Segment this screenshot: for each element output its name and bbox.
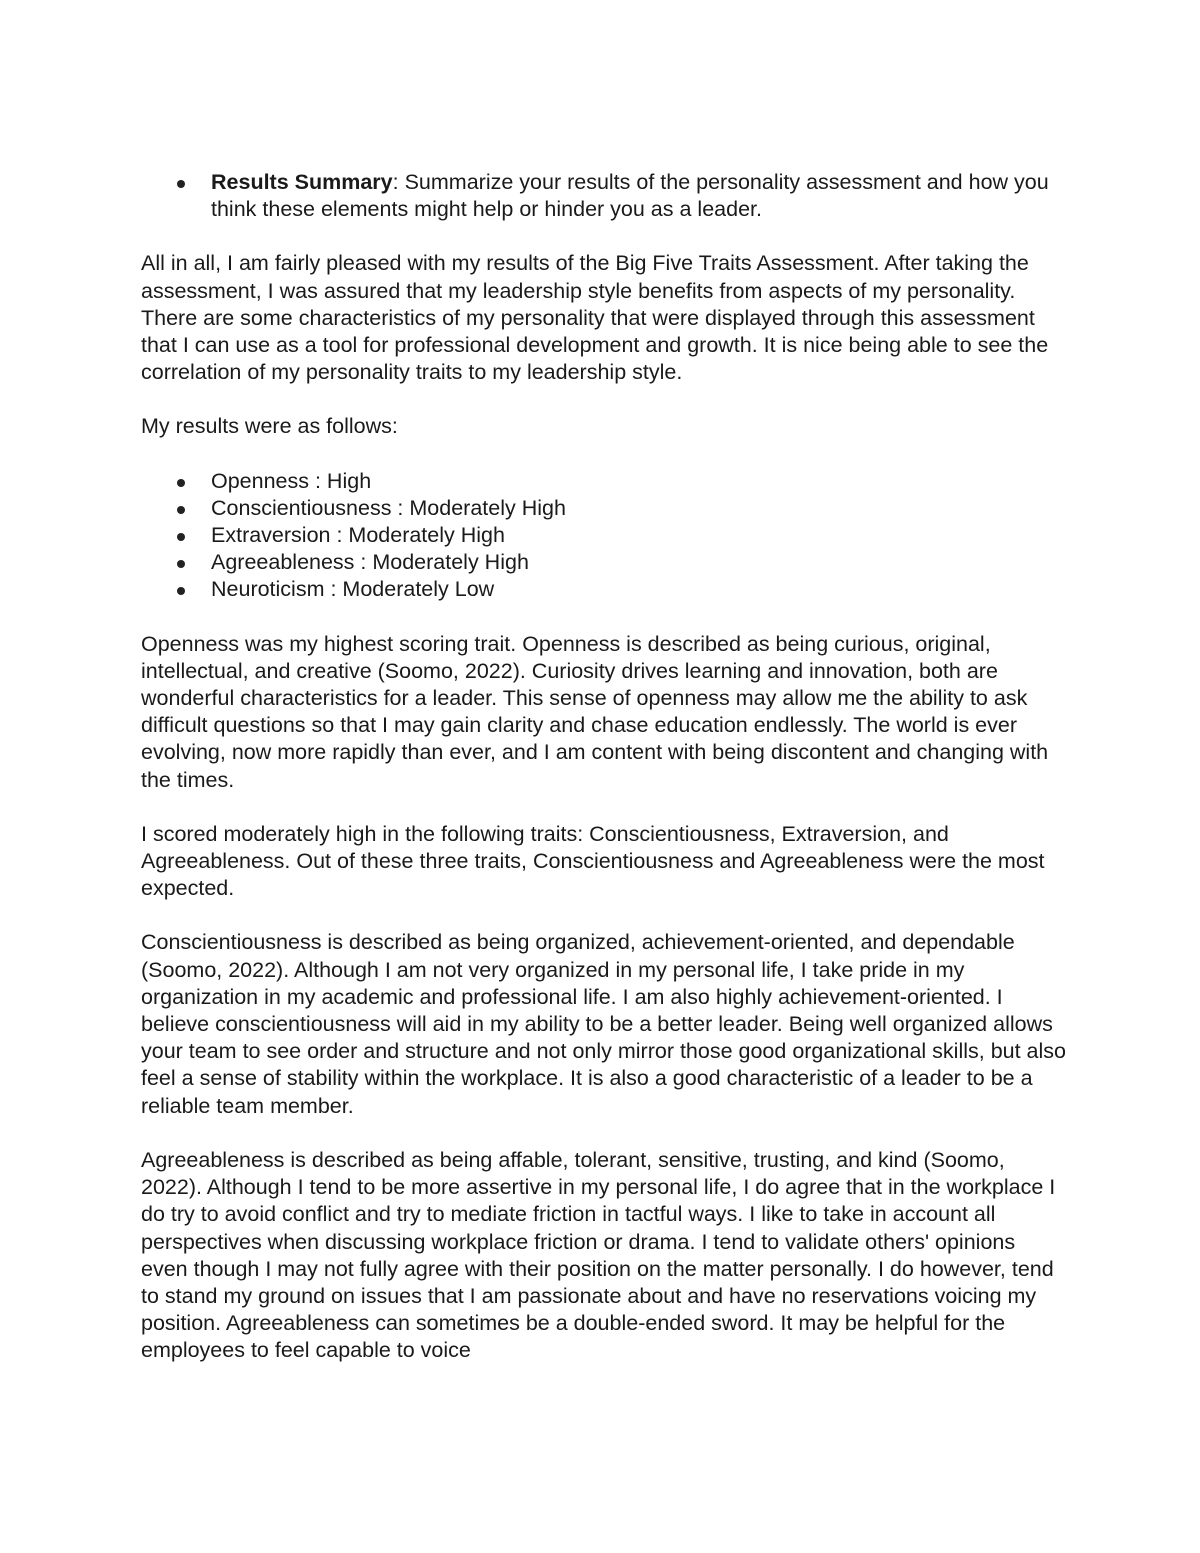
prompt-list [141,169,1066,223]
trait-text: Agreeableness : Moderately High [211,550,529,575]
prompt-text: : Summarize your results of the personality assessment and how you think these elements might help or hinder you as a leader. [211,170,1049,222]
trait-item [211,495,1066,522]
trait-item [211,576,1066,603]
agreeableness-paragraph: Agreeableness is described as being affable, tolerant, sensitive, trusting, and kind (Soomo, 2022). Although I tend to be more assertive in my personal life, I do agree that in the workplace I do try to avoid conflict and try to mediate friction in tactful ways. I like to take in account all perspectives when discussing workplace friction or drama. I tend to validate others' opinions even though I may not fully agree with their position on the matter personally. I do however, tend to stand my ground on issues that I am passionate about and have no reservations voicing my position. Agreeableness can sometimes be a double-ended sword. It may be helpful for the employees to feel capable to voice [141,1147,1056,1363]
trait-item [211,549,1066,576]
bullet-icon [177,479,185,487]
trait-text: Openness : High [211,468,372,493]
traits-list [141,468,1066,604]
trait-item [211,468,1066,495]
results-heading: My results were as follows: [141,414,398,439]
prompt-item [211,169,1066,223]
bullet-icon [177,180,185,188]
conscientiousness-paragraph: Conscientiousness is described as being organized, achievement-oriented, and dependable (Soomo, 2022). Although I am not very organized in my personal life, I take pride in my organization in my academic and professional life. I am also highly achievement-oriented. I believe conscientiousness will aid in my ability to be a better leader. Being well organized allows your team to see order and structure and not only mirror those good organizational skills, but also feel a sense of stability within the workplace. It is also a good characteristic of a leader to be a reliable team member. [141,930,1066,1118]
bullet-icon [177,560,185,568]
openness-paragraph: Openness was my highest scoring trait. Openness is described as being curious, original, intellectual, and creative (Soomo, 2022). Curiosity drives learning and innovation, both are wonderful characteristics for a leader. This sense of openness may allow me the ability to ask difficult questions so that I may gain clarity and chase education endlessly. The world is ever evolving, now more rapidly than ever, and I am content with being discontent and changing with the times. [141,631,1049,792]
trait-text: Extraversion : Moderately High [211,523,505,548]
bullet-icon [177,533,185,541]
bullet-icon [177,587,185,595]
bullet-icon [177,506,185,514]
intro-paragraph: All in all, I am fairly pleased with my results of the Big Five Traits Assessment. After taking the assessment, I was assured that my leadership style benefits from aspects of my personality. There are some characteristics of my personality that were displayed through this assessment that I can use as a tool for professional development and growth. It is nice being able to see the correlation of my personality traits to my leadership style. [141,251,1049,385]
moderate-traits-paragraph: I scored moderately high in the following traits: Conscientiousness, Extraversion, and Agreeableness. Out of these three traits, Conscientiousness and Agreeableness were the most expected. [141,821,1045,901]
trait-item [211,522,1066,549]
trait-text: Neuroticism : Moderately Low [211,577,495,602]
prompt-label: Results Summary [211,170,393,194]
trait-text: Conscientiousness : Moderately High [211,495,566,520]
document-page [141,169,1066,1365]
